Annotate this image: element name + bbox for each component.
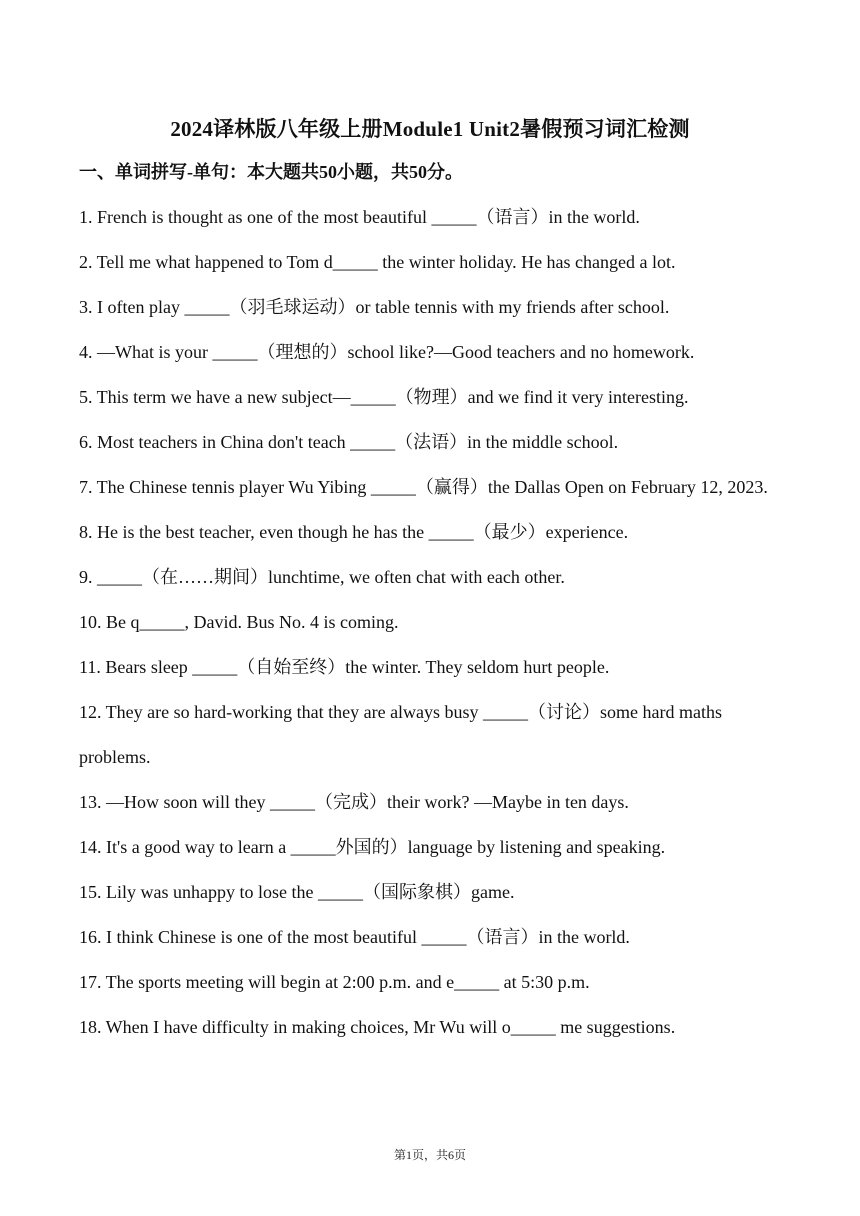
question-item: 17. The sports meeting will begin at 2:00 p.m. and e_____ at 5:30 p.m.: [79, 972, 590, 992]
question-item: 12. They are so hard-working that they are always busy _____（讨论）some hard maths problems.: [79, 702, 723, 767]
question-item: 11. Bears sleep _____（自始至终）the winter. They seldom hurt people.: [79, 657, 610, 677]
question-item: 18. When I have difficulty in making choices, Mr Wu will o_____ me suggestions.: [79, 1017, 676, 1037]
question-item: 13. —How soon will they _____（完成）their work? —Maybe in ten days.: [79, 792, 629, 812]
question-item: 2. Tell me what happened to Tom d_____ the winter holiday. He has changed a lot.: [79, 252, 676, 272]
question-item: 1. French is thought as one of the most beautiful _____（语言）in the world.: [79, 207, 640, 227]
question-item: 14. It's a good way to learn a _____外国的）language by listening and speaking.: [79, 837, 666, 857]
question-item: 7. The Chinese tennis player Wu Yibing _____（赢得）the Dallas Open on February 12, 2023.: [79, 477, 768, 497]
question-item: 3. I often play _____（羽毛球运动）or table tennis with my friends after school.: [79, 297, 670, 317]
question-item: 10. Be q_____, David. Bus No. 4 is coming.: [79, 612, 399, 632]
question-item: 9. _____（在……期间）lunchtime, we often chat with each other.: [79, 567, 565, 587]
question-item: 5. This term we have a new subject—_____（物理）and we find it very interesting.: [79, 387, 689, 407]
section-heading: 一、单词拼写-单句：本大题共50小题，共50分。: [79, 162, 463, 182]
question-item: 15. Lily was unhappy to lose the _____（国际象棋）game.: [79, 882, 515, 902]
page-title: 2024译林版八年级上册Module1 Unit2暑假预习词汇检测: [170, 117, 690, 141]
question-item: 4. —What is your _____（理想的）school like?—Good teachers and no homework.: [79, 342, 695, 362]
page-number: 第1页，共6页: [393, 1148, 466, 1162]
question-item: 16. I think Chinese is one of the most beautiful _____（语言）in the world.: [79, 927, 630, 947]
question-item: 6. Most teachers in China don't teach _____（法语）in the middle school.: [79, 432, 619, 452]
question-item: 8. He is the best teacher, even though he has the _____（最少）experience.: [79, 522, 629, 542]
question-list: [79, 195, 791, 1050]
